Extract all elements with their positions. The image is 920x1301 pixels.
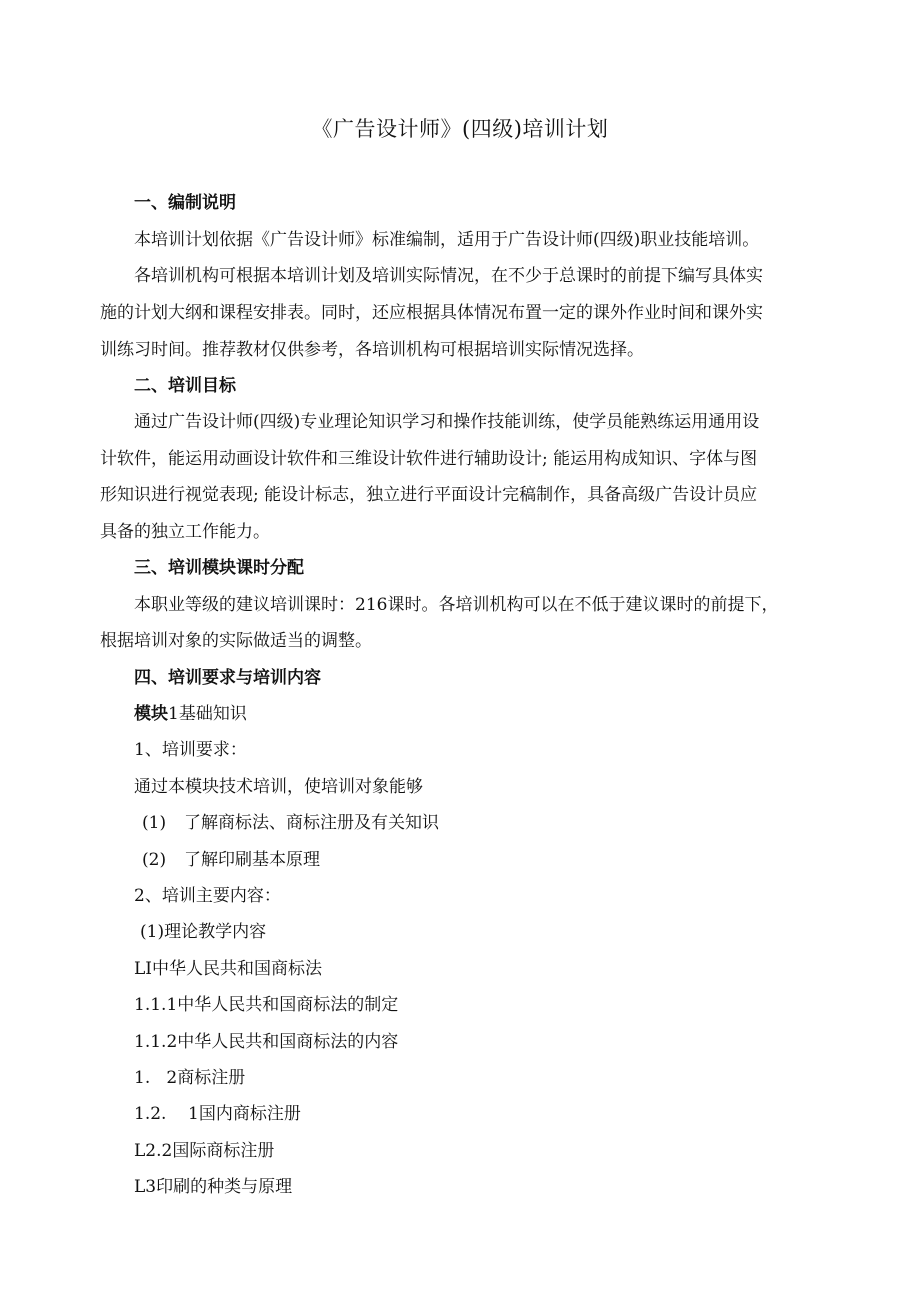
page-title: 《广告设计师》(四级)培训计划 (311, 117, 609, 141)
paragraph-line: 具备的独立工作能力。 (100, 522, 270, 542)
requirement-intro: 通过本模块技术培训，使培训对象能够 (134, 777, 423, 797)
content-item: 1.1.2中华人民共和国商标法的内容 (134, 1032, 399, 1052)
module-label: 模块 (134, 704, 168, 724)
requirement-number: (1) (142, 813, 167, 833)
content-item: L3印刷的种类与原理 (134, 1177, 293, 1197)
section-heading-2: 二、培训目标 (134, 376, 236, 396)
content-subheading: (1)理论教学内容 (140, 922, 267, 942)
requirement-heading: 1、培训要求： (134, 740, 247, 760)
content-item: 1. 2商标注册 (134, 1068, 246, 1088)
content-item: LI中华人民共和国商标法 (134, 959, 323, 979)
section-heading-3: 三、培训模块课时分配 (134, 558, 304, 578)
content-item: 1.1.1中华人民共和国商标法的制定 (134, 995, 399, 1015)
section-heading-1: 一、编制说明 (134, 193, 236, 213)
paragraph-line: 形知识进行视觉表现; 能设计标志，独立进行平面设计完稿制作，具备高级广告设计员应 (100, 485, 758, 505)
paragraph-line: 计软件，能运用动画设计软件和三维设计软件进行辅助设计; 能运用构成知识、字体与图 (100, 449, 758, 469)
paragraph-line: 施的计划大纲和课程安排表。同时，还应根据具体情况布置一定的课外作业时间和课外实 (100, 303, 763, 323)
module-name: 1基础知识 (168, 704, 247, 724)
content-heading: 2、培训主要内容： (134, 886, 281, 906)
requirement-number: (2) (142, 850, 167, 870)
requirement-text: 了解商标法、商标注册及有关知识 (184, 813, 439, 833)
content-item: 1.2. 1国内商标注册 (134, 1104, 301, 1124)
paragraph-line: 本培训计划依据《广告设计师》标准编制，适用于广告设计师(四级)职业技能培训。 (134, 230, 760, 250)
paragraph-line: 各培训机构可根据本培训计划及培训实际情况，在不少于总课时的前提下编写具体实 (134, 266, 763, 286)
module-title (134, 702, 247, 726)
paragraph-line: 通过广告设计师(四级)专业理论知识学习和操作技能训练，使学员能熟练运用通用设 (134, 412, 760, 432)
paragraph-line: 根据培训对象的实际做适当的调整。 (100, 631, 372, 651)
requirement-text: 了解印刷基本原理 (184, 850, 320, 870)
paragraph-line: 训练习时间。推荐教材仅供参考，各培训机构可根据培训实际情况选择。 (100, 340, 644, 360)
section-heading-4: 四、培训要求与培训内容 (134, 668, 321, 688)
paragraph-line: 本职业等级的建议培训课时：216课时。各培训机构可以在不低于建议课时的前提下， (134, 595, 779, 615)
content-item: L2.2国际商标注册 (134, 1141, 275, 1161)
